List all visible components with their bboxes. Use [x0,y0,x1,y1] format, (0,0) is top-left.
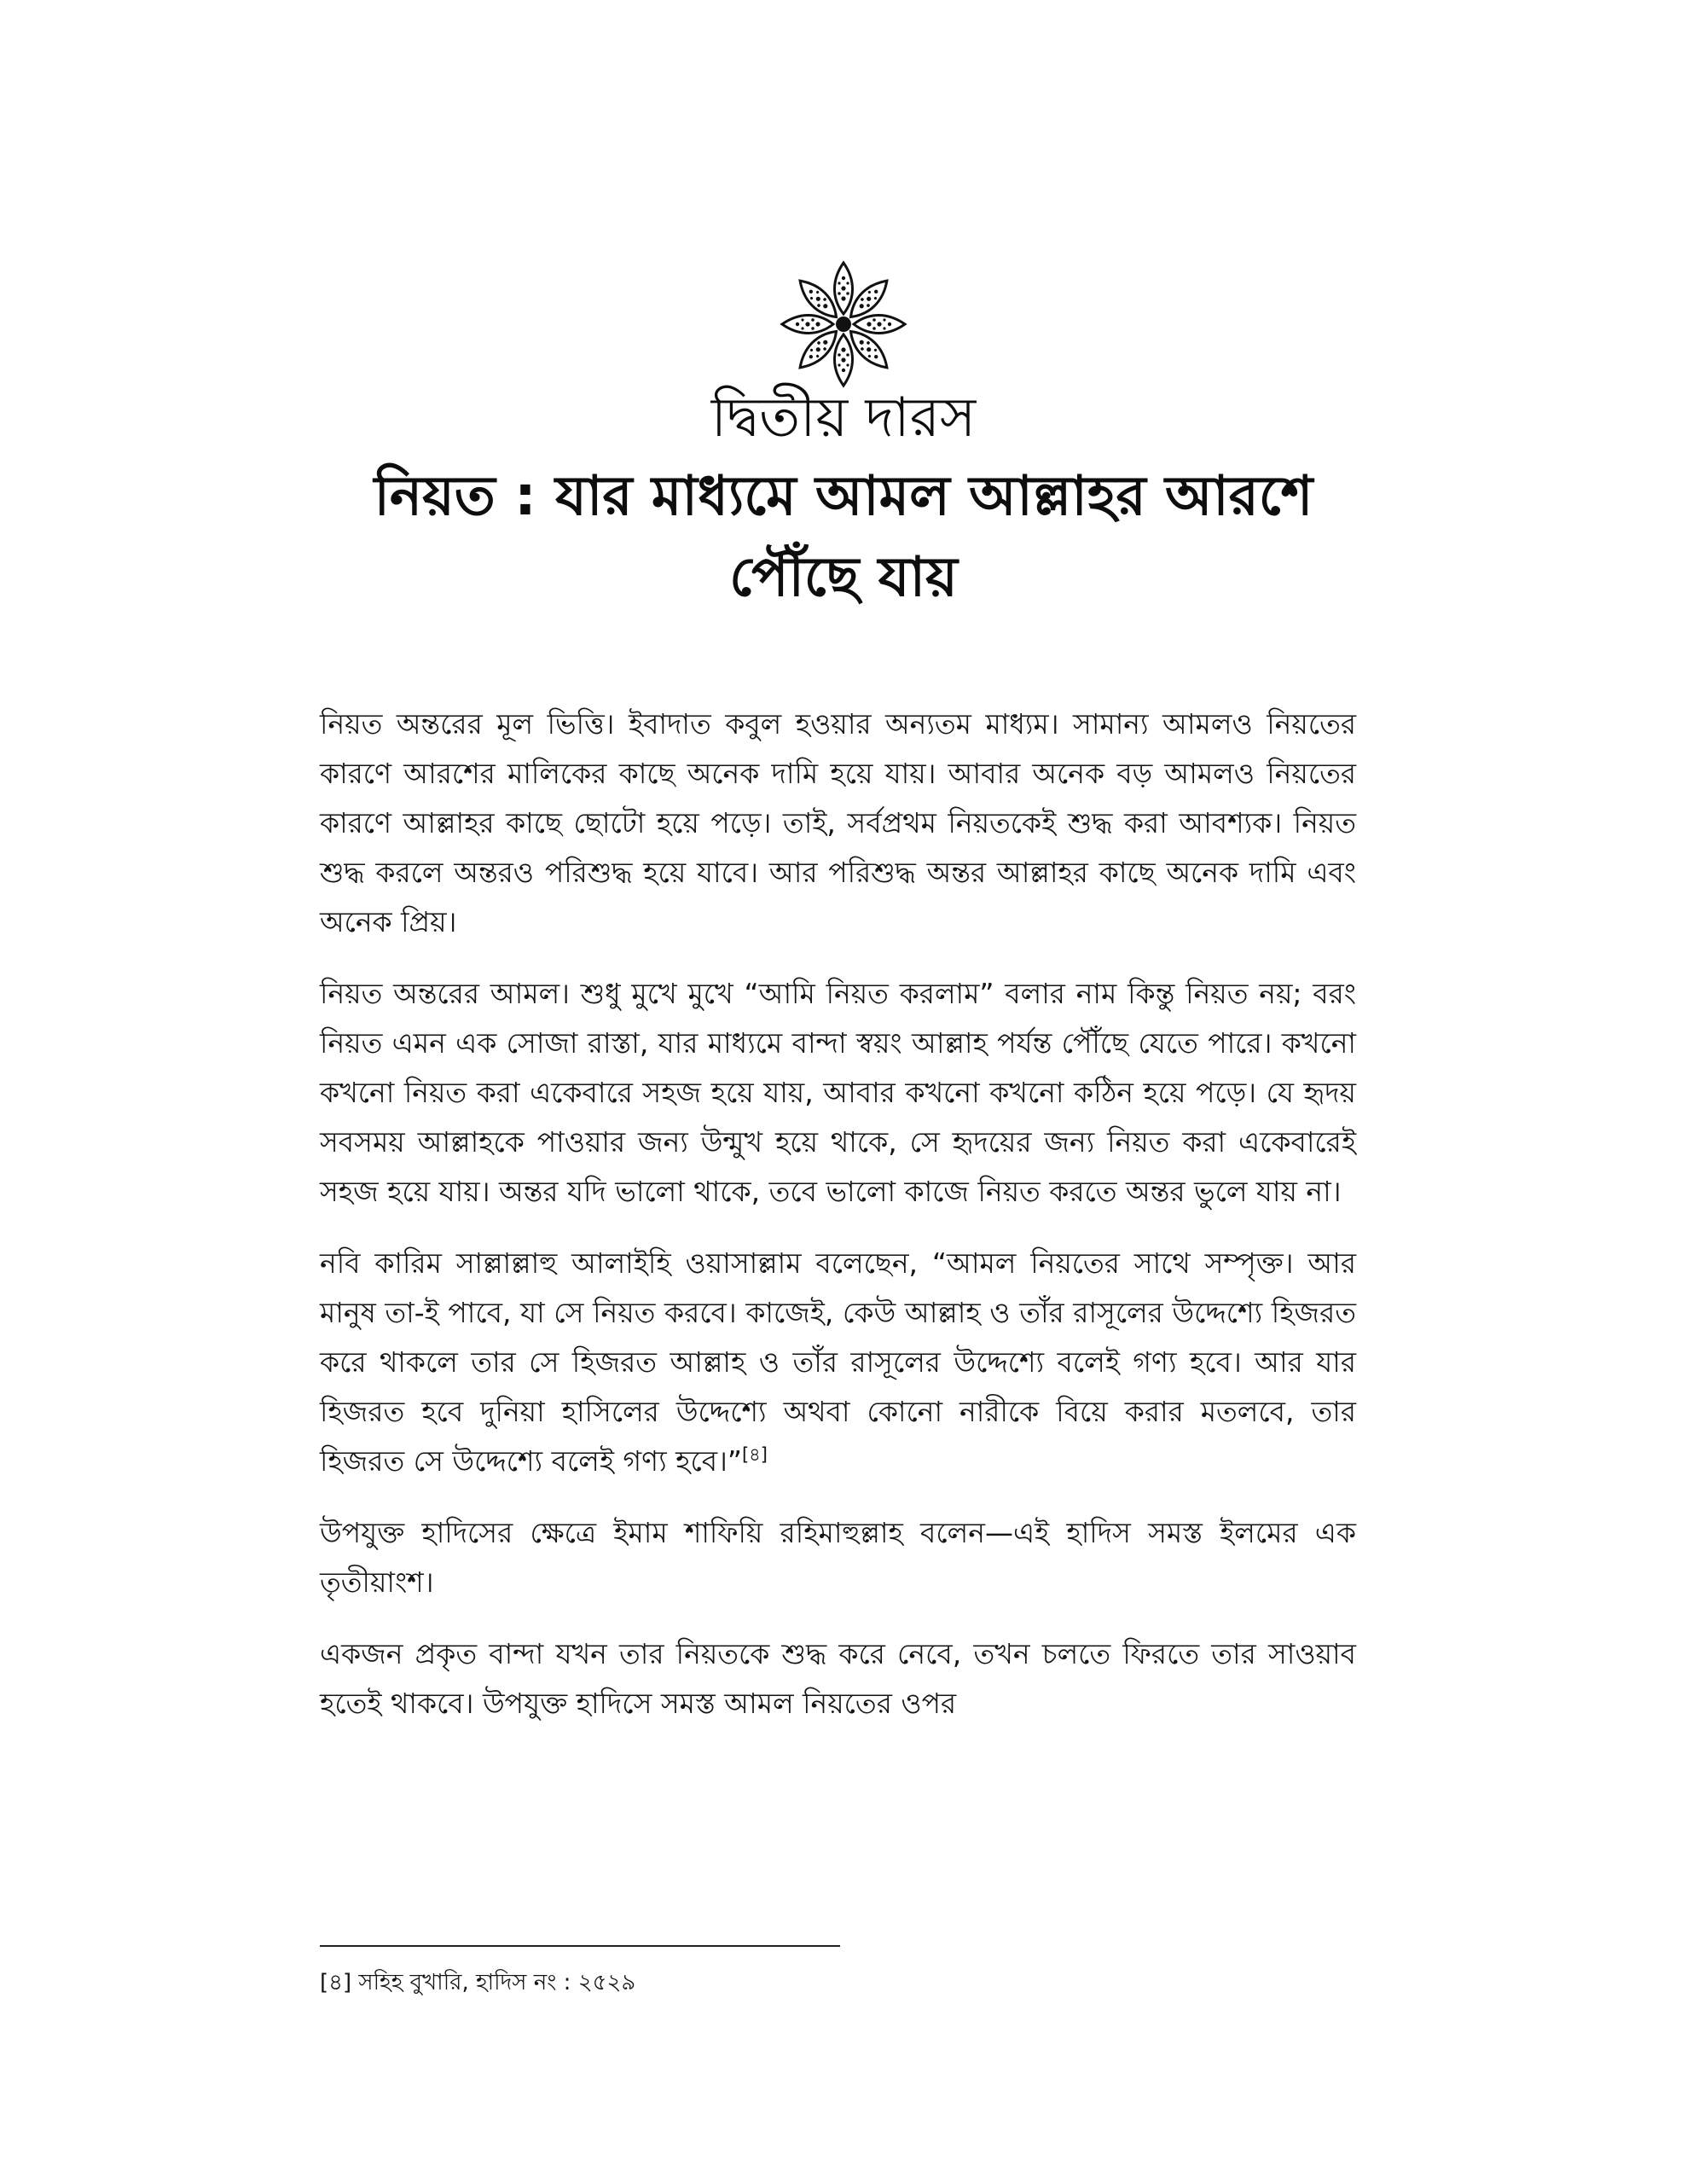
paragraph-2: নিয়ত অন্তরের আমল। শুধু মুখে মুখে “আমি নিয়ত করলাম” বলার নাম কিন্তু নিয়ত নয়; বরং নিয়ত এমন এক সোজা রাস্তা, যার মাধ্যমে বান্দা স্বয়ং আল্লাহ পর্যন্ত পৌঁছে যেতে পারে। কখনো কখনো নিয়ত করা একেবারে সহজ হয়ে যায়, আবার কখনো কখনো কঠিন হয়ে পড়ে। যে হৃদয় সবসময় আল্লাহকে পাওয়ার জন্য উন্মুখ হয়ে থাকে, সে হৃদয়ের জন্য নিয়ত করা একেবারেই সহজ হয়ে যায়। অন্তর যদি ভালো থাকে, তবে ভালো কাজে নিয়ত করতে অন্তর ভুলে যায় না। [320,977,1356,1208]
chapter-title-line-1: নিয়ত : যার মাধ্যমে আমল আল্লাহর আরশে [374,465,1313,528]
paragraph-5: একজন প্রকৃত বান্দা যখন তার নিয়তকে শুদ্ধ করে নেবে, তখন চলতে ফিরতে তার সাওয়াব হতেই থাকবে। উপযুক্ত হাদিসে সমস্ত আমল নিয়তের ওপর [320,1637,1356,1720]
chapter-title-line-2: পৌঁছে যায় [729,546,958,609]
chapter-number: দ্বিতীয় দারস [710,386,977,450]
paragraph-3: নবি কারিম সাল্লাল্লাহু আলাইহি ওয়াসাল্লাম বলেছেন, “আমল নিয়তের সাথে সম্পৃক্ত। আর মানুষ তা-ই পাবে, যা সে নিয়ত করবে। কাজেই, কেউ আল্লাহ ও তাঁর রাসূলের উদ্দেশ্যে হিজরত করে থাকলে তার সে হিজরত আল্লাহ ও তাঁর রাসূলের উদ্দেশ্যে বলেই গণ্য হবে। আর যার হিজরত হবে দুনিয়া হাসিলের উদ্দেশ্যে অথবা কোনো নারীকে বিয়ে করার মতলবে, তার হিজরত সে উদ্দেশ্যে বলেই গণ্য হবে।”[৪] [320,1246,1356,1478]
paragraph-1: নিয়ত অন্তরের মূল ভিত্তি। ইবাদাত কবুল হওয়ার অন্যতম মাধ্যম। সামান্য আমলও নিয়তের কারণে আরশের মালিকের কাছে অনেক দামি হয়ে যায়। আবার অনেক বড় আমলও নিয়তের কারণে আল্লাহর কাছে ছোটো হয়ে পড়ে। তাই, সর্বপ্রথম নিয়তকেই শুদ্ধ করা আবশ্যক। নিয়ত শুদ্ধ করলে অন্তরও পরিশুদ্ধ হয়ে যাবে। আর পরিশুদ্ধ অন্তর আল্লাহর কাছে অনেক দামি এবং অনেক প্রিয়। [320,707,1356,938]
footnote-reference[interactable]: [৪] [741,1444,768,1465]
floral-ornament-icon [775,256,912,392]
footnote: [৪] সহিহ বুখারি, হাদিস নং : ২৫২৯ [320,1970,636,1995]
paragraph-4: উপযুক্ত হাদিসের ক্ষেত্রে ইমাম শাফিয়ি রহিমাহুল্লাহ বলেন—এই হাদিস সমস্ত ইলমের এক তৃতীয়াংশ। [320,1516,1356,1599]
body-text [320,700,1356,1751]
footnote-divider [320,1945,840,1947]
